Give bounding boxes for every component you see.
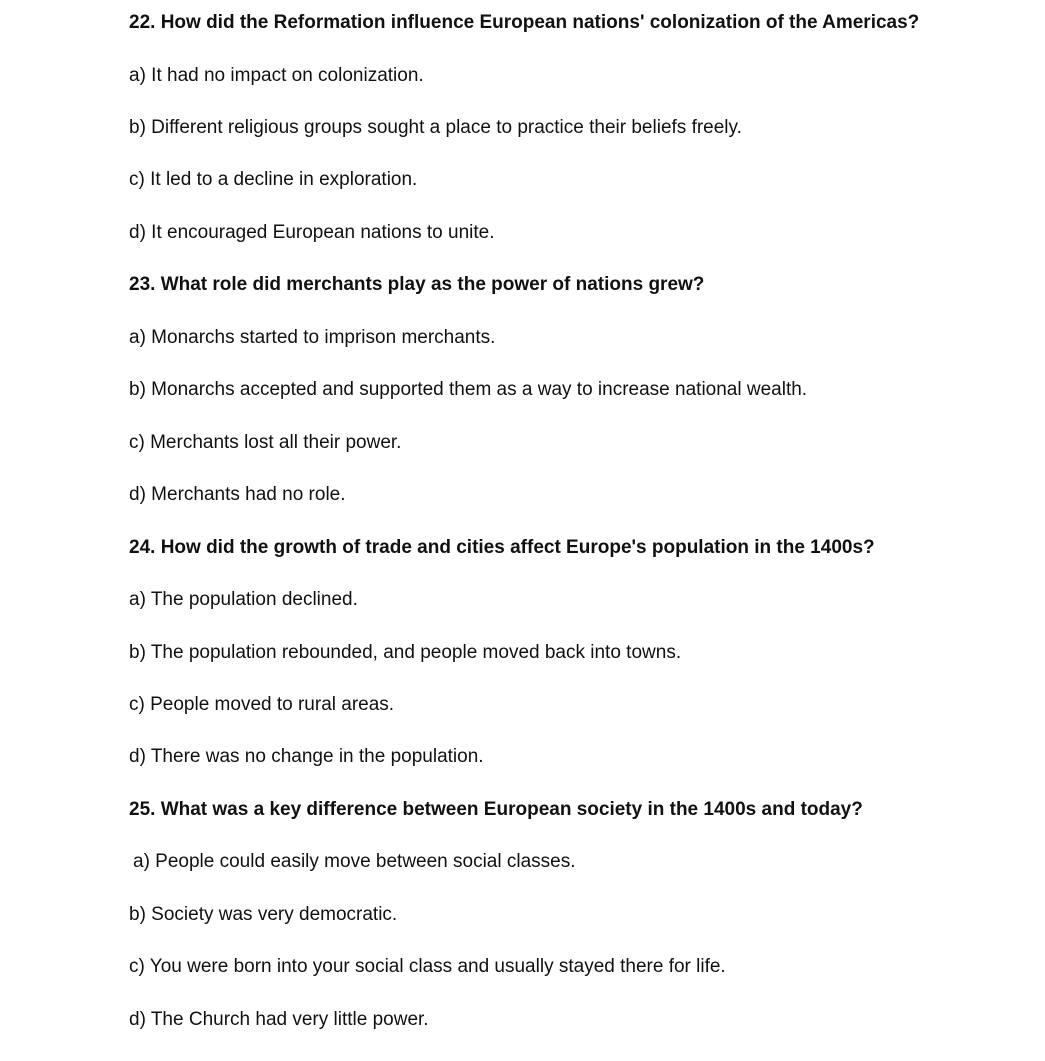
question-23-option-b: b) Monarchs accepted and supported them as a way to increase national wealth. [129,379,808,400]
question-23-option-c: c) Merchants lost all their power. [129,432,402,453]
question-22-option-c: c) It led to a decline in exploration. [129,169,418,190]
question-22: 22. How did the Reformation influence European nations' colonization of the Americas? [129,12,920,33]
question-24-option-d: d) There was no change in the population. [129,746,484,767]
question-24-option-c: c) People moved to rural areas. [129,694,395,715]
question-22-option-b: b) Different religious groups sought a place to practice their beliefs freely. [129,117,742,138]
question-23: 23. What role did merchants play as the power of nations grew? [129,274,705,295]
question-25-option-a: a) People could easily move between social classes. [133,851,576,872]
question-25-option-b: b) Society was very democratic. [129,904,398,925]
question-25-option-d: d) The Church had very little power. [129,1009,429,1030]
question-24-option-a: a) The population declined. [129,589,358,610]
question-22-option-d: d) It encouraged European nations to unite. [129,222,495,243]
question-24-option-b: b) The population rebounded, and people moved back into towns. [129,642,682,663]
question-23-option-d: d) Merchants had no role. [129,484,346,505]
question-22-option-a: a) It had no impact on colonization. [129,65,424,86]
question-23-option-a: a) Monarchs started to imprison merchants. [129,327,496,348]
question-25-option-c: c) You were born into your social class and usually stayed there for life. [129,956,726,977]
question-25: 25. What was a key difference between European society in the 1400s and today? [129,799,863,820]
question-24: 24. How did the growth of trade and cities affect Europe's population in the 1400s? [129,537,875,558]
